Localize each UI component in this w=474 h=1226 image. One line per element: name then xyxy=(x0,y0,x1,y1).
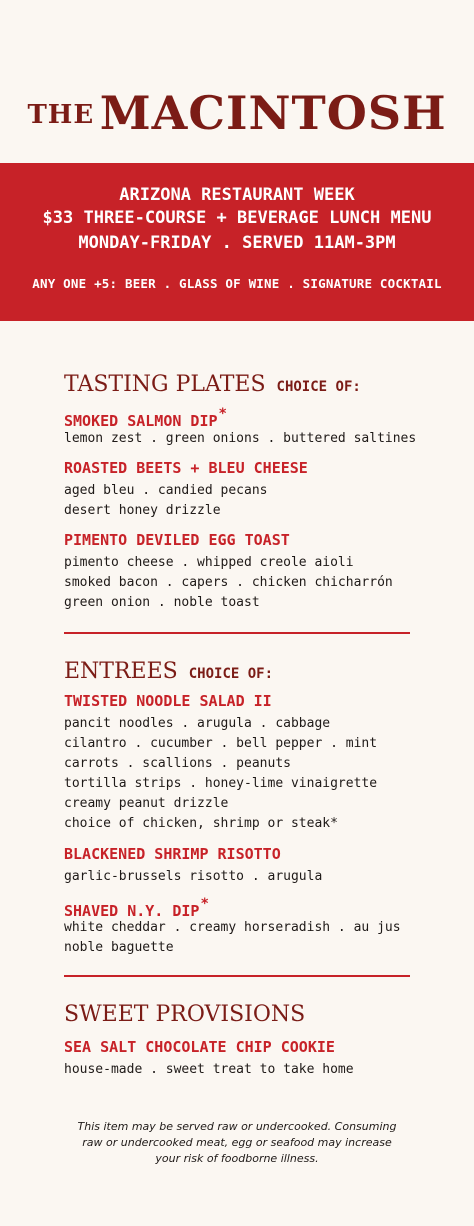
section-choice-label: CHOICE OF: xyxy=(276,379,361,395)
menu-item-name xyxy=(64,896,209,920)
section-title-entrees xyxy=(64,659,273,684)
menu-item-description xyxy=(64,918,401,958)
section-title-text: TASTING PLATES xyxy=(64,372,266,397)
section-divider xyxy=(64,975,410,977)
menu-item-name xyxy=(64,459,308,477)
description-line: creamy peanut drizzle xyxy=(64,796,229,811)
section-title-text: ENTREES xyxy=(64,659,178,684)
item-name-text: TWISTED NOODLE SALAD II xyxy=(64,692,272,710)
disclaimer-line: This item may be served raw or undercooked. Consuming xyxy=(77,1120,397,1133)
title-prefix: THE xyxy=(27,100,95,130)
description-line: noble baguette xyxy=(64,940,174,955)
description-line: white cheddar . creamy horseradish . au jus xyxy=(64,920,401,935)
description-line: green onion . noble toast xyxy=(64,595,260,610)
banner-line-addon: ANY ONE +5: BEER . GLASS OF WINE . SIGNATURE COCKTAIL xyxy=(32,276,442,291)
description-line: cilantro . cucumber . bell pepper . mint xyxy=(64,736,378,751)
item-name-text: SHAVED N.Y. DIP xyxy=(64,902,200,920)
description-line: tortilla strips . honey-lime vinaigrette xyxy=(64,776,378,791)
menu-item-name xyxy=(64,1038,335,1056)
disclaimer-line: raw or undercooked meat, egg or seafood may increase xyxy=(82,1136,392,1149)
description-line: desert honey drizzle xyxy=(64,503,221,518)
item-name-text: SEA SALT CHOCOLATE CHIP COOKIE xyxy=(64,1038,335,1056)
description-line: smoked bacon . capers . chicken chicharrón xyxy=(64,575,393,590)
raw-warning-star: * xyxy=(200,896,209,912)
description-line: pancit noodles . arugula . cabbage xyxy=(64,716,331,731)
section-title-tasting xyxy=(64,372,361,397)
banner-line-hours: MONDAY-FRIDAY . SERVED 11AM-3PM xyxy=(78,233,396,253)
restaurant-title xyxy=(0,86,474,140)
menu-item-description xyxy=(64,481,268,521)
menu-item-description xyxy=(64,867,322,887)
title-name: MACINTOSH xyxy=(99,86,447,140)
raw-warning-star: * xyxy=(218,406,227,422)
section-divider xyxy=(64,632,410,634)
menu-item-description xyxy=(64,714,377,834)
banner-line-price: $33 THREE-COURSE + BEVERAGE LUNCH MENU xyxy=(42,208,432,228)
description-line: lemon zest . green onions . buttered saltines xyxy=(64,431,417,446)
menu-item-description xyxy=(64,429,416,449)
item-name-text: PIMENTO DEVILED EGG TOAST xyxy=(64,531,290,549)
item-name-text: BLACKENED SHRIMP RISOTTO xyxy=(64,845,281,863)
section-title-sweet xyxy=(64,1002,305,1027)
description-line: choice of chicken, shrimp or steak* xyxy=(64,816,338,831)
menu-item-name xyxy=(64,845,281,863)
disclaimer-line: your risk of foodborne illness. xyxy=(155,1152,319,1165)
menu-item-name xyxy=(64,692,272,710)
item-name-text: SMOKED SALMON DIP xyxy=(64,412,218,430)
promo-banner xyxy=(0,163,474,321)
menu-item-name xyxy=(64,406,227,430)
description-line: house-made . sweet treat to take home xyxy=(64,1062,354,1077)
menu-item-description xyxy=(64,553,393,613)
banner-line-event: ARIZONA RESTAURANT WEEK xyxy=(119,185,355,205)
menu-item-name xyxy=(64,531,290,549)
raw-food-disclaimer xyxy=(60,1119,414,1167)
description-line: garlic-brussels risotto . arugula xyxy=(64,869,323,884)
menu-item-description xyxy=(64,1060,354,1080)
description-line: pimento cheese . whipped creole aioli xyxy=(64,555,354,570)
item-name-text: ROASTED BEETS + BLEU CHEESE xyxy=(64,459,308,477)
section-title-text: SWEET PROVISIONS xyxy=(64,1002,306,1027)
description-line: aged bleu . candied pecans xyxy=(64,483,268,498)
description-line: carrots . scallions . peanuts xyxy=(64,756,291,771)
section-choice-label: CHOICE OF: xyxy=(188,666,274,682)
